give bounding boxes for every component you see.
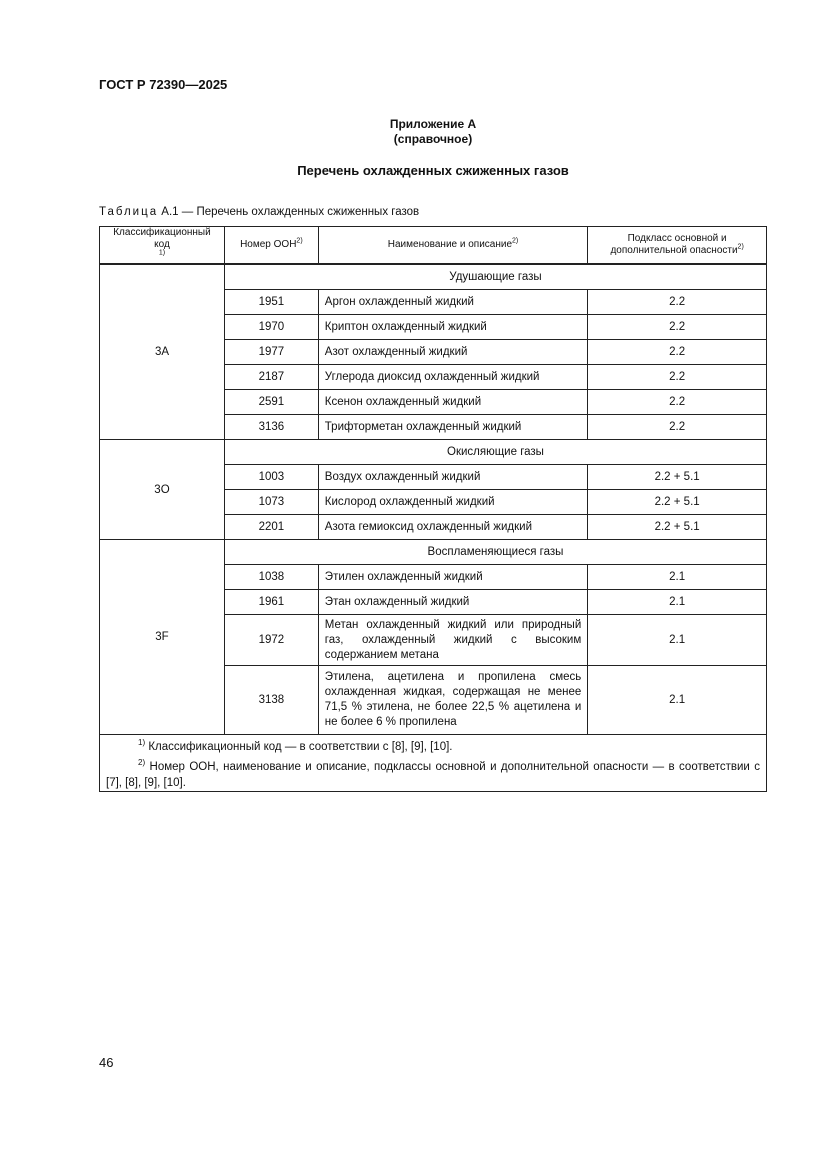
- gas-name: Кислород охлажденный жидкий: [318, 490, 587, 515]
- un-number: 3136: [224, 415, 318, 440]
- hazard-subclass: 2.2: [588, 340, 767, 365]
- un-number: 1977: [224, 340, 318, 365]
- un-number: 1038: [224, 565, 318, 590]
- un-number: 1073: [224, 490, 318, 515]
- hazard-subclass: 2.2: [588, 315, 767, 340]
- annex-label: Приложение А: [389, 117, 477, 131]
- group-title: Удушающие газы: [224, 264, 766, 290]
- hazard-subclass: 2.2 + 5.1: [588, 490, 767, 515]
- page-number: 46: [99, 1055, 114, 1070]
- un-number: 2201: [224, 515, 318, 540]
- group-heading-row: [100, 540, 767, 565]
- un-number: 1972: [224, 615, 318, 666]
- un-number: 1951: [224, 290, 318, 315]
- header-row: [100, 227, 767, 265]
- header-un: Номер ООН$^{2)}$: [224, 227, 318, 265]
- footnote-text: Номер ООН, наименование и описание, подклассы основной и дополнительной опасности — в соответствии с [7], [8], [9], [10].: [106, 760, 760, 789]
- hazard-subclass: 2.1: [588, 666, 767, 735]
- hazard-subclass: 2.2: [588, 415, 767, 440]
- group-heading-row: [100, 264, 767, 290]
- annex-type: (справочное): [393, 132, 473, 146]
- header-code: Классификационный код $^{1)}$: [100, 227, 225, 265]
- gas-name: Криптон охлажденный жидкий: [318, 315, 587, 340]
- group-title: Окисляющие газы: [224, 440, 766, 465]
- un-number: 1003: [224, 465, 318, 490]
- footnote: [106, 735, 760, 755]
- un-number: 1970: [224, 315, 318, 340]
- footnote-mark: 2): [138, 757, 146, 767]
- table-caption: [99, 206, 419, 218]
- hazard-subclass: 2.1: [588, 565, 767, 590]
- group-heading-row: [100, 440, 767, 465]
- gas-name: Воздух охлажденный жидкий: [318, 465, 587, 490]
- header-name: Наименование и описание$^{2)}$: [318, 227, 587, 265]
- hazard-subclass: 2.2: [588, 390, 767, 415]
- gas-name: Азота гемиоксид охлажденный жидкий: [318, 515, 587, 540]
- gas-name: Углерода диоксид охлажденный жидкий: [318, 365, 587, 390]
- header-subclass: Подкласс основной и дополнительной опасности$^{2)}$: [588, 227, 767, 265]
- hazard-subclass: 2.1: [588, 590, 767, 615]
- footnote: [106, 755, 760, 791]
- gas-name: Этилен охлажденный жидкий: [318, 565, 587, 590]
- group-title: Воспламеняющиеся газы: [224, 540, 766, 565]
- gas-name: Аргон охлажденный жидкий: [318, 290, 587, 315]
- gas-name: Азот охлажденный жидкий: [318, 340, 587, 365]
- hazard-subclass: 2.1: [588, 615, 767, 666]
- gas-table: [99, 226, 767, 792]
- class-code-cell: 3О: [100, 440, 225, 540]
- document-code: ГОСТ Р 72390—2025: [99, 77, 228, 92]
- hazard-subclass: 2.2 + 5.1: [588, 515, 767, 540]
- un-number: 3138: [224, 666, 318, 735]
- hazard-subclass: 2.2: [588, 290, 767, 315]
- caption-rest: А.1 — Перечень охлажденных сжиженных газов: [158, 206, 420, 218]
- gas-name: Этан охлажденный жидкий: [318, 590, 587, 615]
- gas-name: Ксенон охлажденный жидкий: [318, 390, 587, 415]
- gas-name: Метан охлажденный жидкий или природный газ, охлажденный жидкий с высоким содержанием метана: [318, 615, 587, 666]
- hazard-subclass: 2.2: [588, 365, 767, 390]
- footnote-text: Классификационный код — в соответствии с [8], [9], [10].: [145, 740, 453, 753]
- gas-name: Трифторметан охлажденный жидкий: [318, 415, 587, 440]
- un-number: 2591: [224, 390, 318, 415]
- caption-prefix: Таблица: [99, 206, 159, 218]
- footnotes-cell: [100, 735, 767, 792]
- footnotes-row: [100, 735, 767, 792]
- class-code-cell: 3F: [100, 540, 225, 735]
- annex-heading: [99, 117, 767, 147]
- list-title: Перечень охлажденных сжиженных газов: [297, 163, 569, 178]
- gas-name: Этилена, ацетилена и пропилена смесь охлажденная жидкая, содержащая не менее 71,5 % этилена, не более 22,5 % ацетилена и не более 6 % пропилена: [318, 666, 587, 735]
- un-number: 2187: [224, 365, 318, 390]
- hazard-subclass: 2.2 + 5.1: [588, 465, 767, 490]
- class-code-cell: 3А: [100, 264, 225, 440]
- un-number: 1961: [224, 590, 318, 615]
- footnote-mark: 1): [138, 738, 146, 747]
